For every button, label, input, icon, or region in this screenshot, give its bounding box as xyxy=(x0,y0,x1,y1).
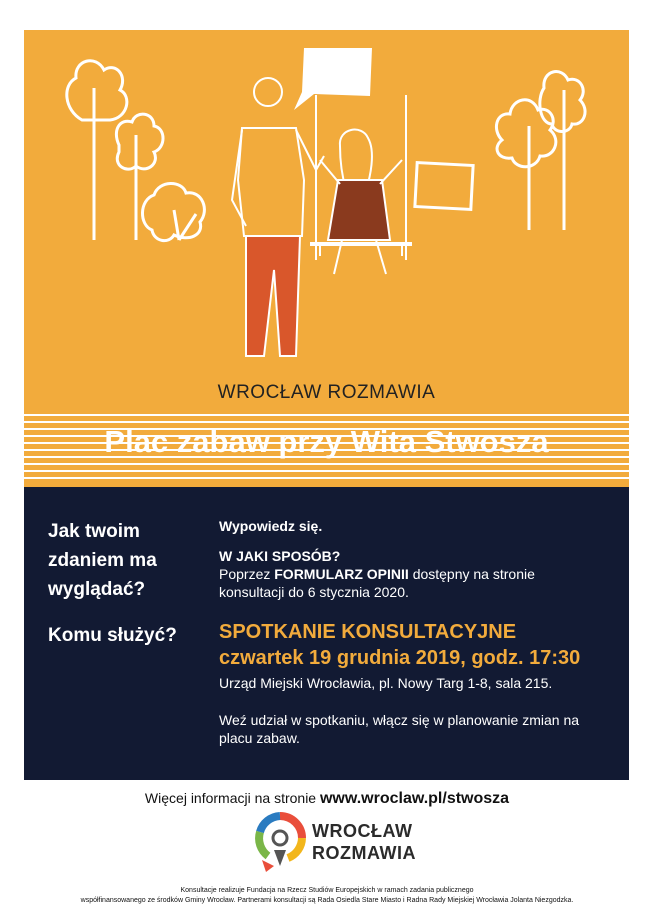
how-text xyxy=(219,565,589,601)
more-info xyxy=(0,790,654,808)
page-title: Plac zabaw przy Wita Stwosza xyxy=(104,424,549,459)
poster-bottom-panel xyxy=(24,487,629,780)
location-pin-icon xyxy=(252,812,308,874)
logo-text xyxy=(312,820,416,864)
girl-figure xyxy=(320,130,402,274)
logo-line-2: ROZMAWIA xyxy=(312,843,416,863)
tree-icon xyxy=(496,72,585,230)
how-suffix: dostępny na stronie konsultacji do 6 stycznia 2020. xyxy=(219,566,535,600)
man-figure xyxy=(232,78,324,356)
logo-line-1: WROCŁAW xyxy=(312,821,413,841)
invite-text: Weź udział w spotkaniu, włącz się w planowanie zmian na placu zabaw. xyxy=(219,712,580,746)
meeting-place: Urząd Miejski Wrocławia, pl. Nowy Targ 1-8, sala 215. xyxy=(219,675,553,691)
frame-icon xyxy=(415,163,473,210)
speech-bubble-icon xyxy=(294,48,372,110)
how-title: W JAKI SPOSÓB? xyxy=(219,548,341,564)
overtitle: WROCŁAW ROZMAWIA xyxy=(217,382,436,403)
footer-line-2: współfinansowanego ze środków Gminy Wrocław. Partnerami konsultacji są Rada Osiedla Stare Miasto i Radna Rady Miejskiej Wrocławia Jolanta Niezgodzka. xyxy=(80,897,574,904)
speak-label: Wypowiedz się. xyxy=(219,518,323,534)
meeting-title: SPOTKANIE KONSULTACYJNE xyxy=(219,621,517,643)
tree-icon xyxy=(67,61,205,241)
playground-illustration xyxy=(24,30,629,400)
meeting-date: czwartek 19 grudnia 2019, godz. 17:30 xyxy=(219,647,581,669)
poster-top-panel xyxy=(24,30,629,487)
footer-line-1: Konsultacje realizuje Fundacja na Rzecz Studiów Europejskich w ramach zadania publicznego xyxy=(180,887,474,894)
question-purpose: Komu służyć? xyxy=(48,625,177,646)
question-look: Jak twoim zdaniem ma wyglądać? xyxy=(48,521,157,600)
how-prefix: Poprzez xyxy=(219,566,271,582)
footer-note xyxy=(0,886,654,906)
more-url-link[interactable]: www.wroclaw.pl/stwosza xyxy=(319,790,510,807)
opinion-form-link[interactable]: FORMULARZ OPINII xyxy=(274,566,409,582)
more-prefix: Więcej informacji na stronie xyxy=(144,790,317,806)
wroclaw-rozmawia-logo xyxy=(252,812,416,880)
